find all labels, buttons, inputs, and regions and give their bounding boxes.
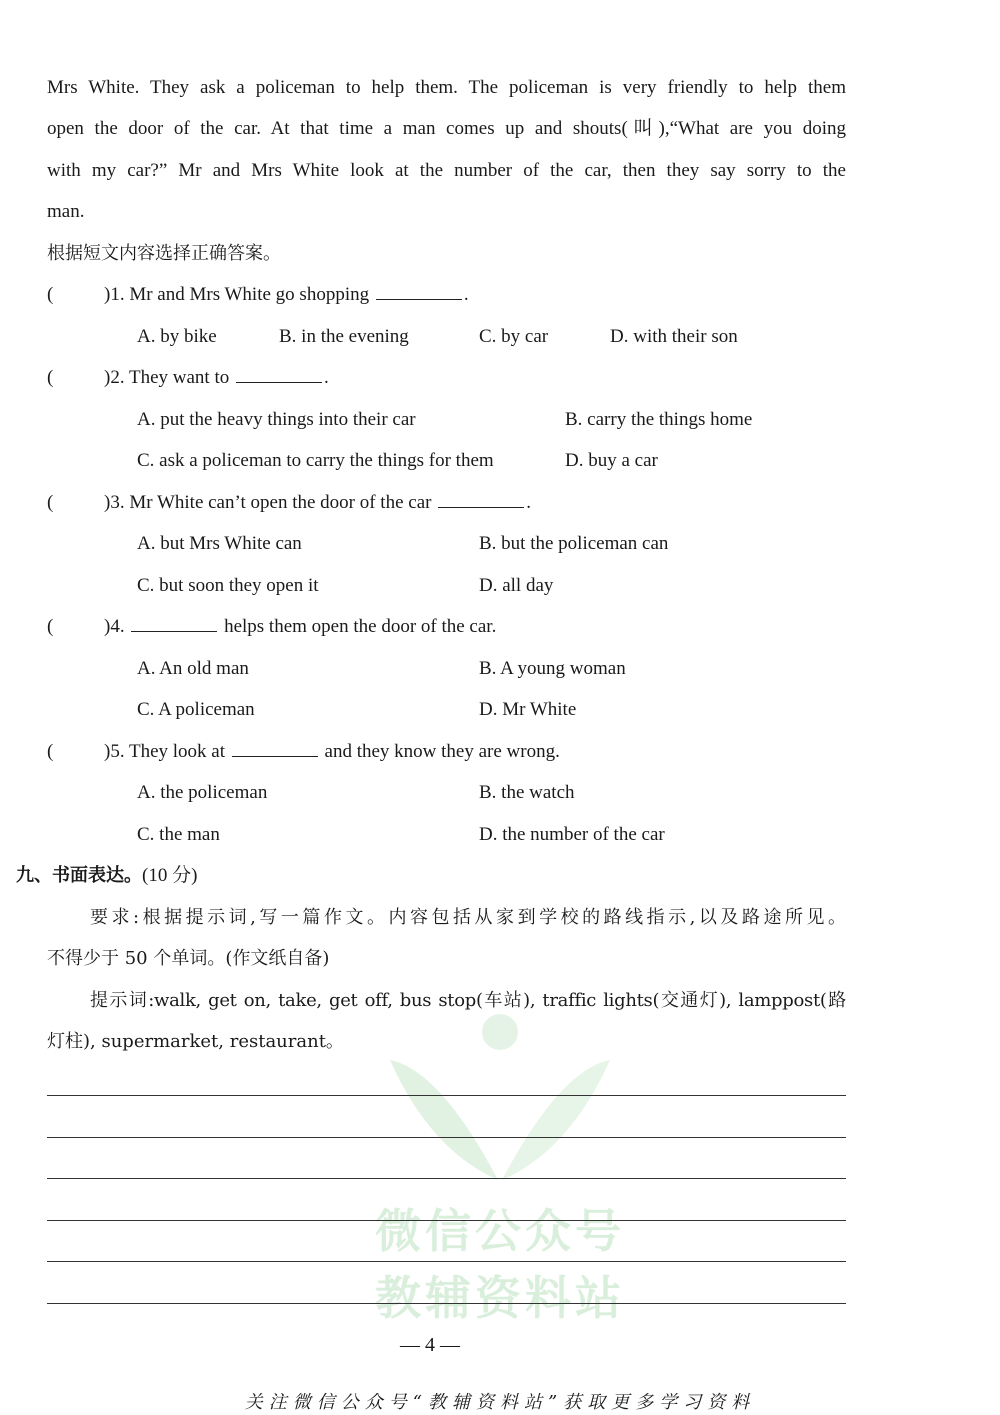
instruction: 根据短文内容选择正确答案。: [47, 243, 281, 264]
answer-blank: [438, 491, 524, 508]
section-9-heading: [16, 864, 197, 888]
option: A. the policeman: [137, 782, 268, 803]
option: D. all day: [479, 575, 554, 596]
question-text: )4.: [104, 616, 125, 637]
option: D. Mr White: [479, 699, 577, 720]
writing-line[interactable]: [47, 1220, 846, 1221]
answer-paren[interactable]: (: [47, 367, 54, 388]
requirement-line: 不得少于 50 个单词。(作文纸自备): [47, 948, 330, 969]
writing-line[interactable]: [47, 1303, 846, 1304]
option: C. the man: [137, 824, 220, 845]
option: A. but Mrs White can: [137, 533, 302, 554]
question-text: )2. They want to: [104, 367, 230, 388]
question-text: )1. Mr and Mrs White go shopping: [104, 284, 370, 305]
question-text: )5. They look at: [104, 741, 226, 762]
option: B. in the evening: [279, 326, 409, 347]
question-text: )3. Mr White can’t open the door of the car: [104, 492, 432, 513]
hint-words-line: 提示词:walk, get on, take, get off, bus stop(车站), traffic lights(交通灯), lamppost(路: [90, 990, 846, 1011]
option: D. with their son: [610, 326, 738, 347]
question-tail: helps them open the door of the car.: [224, 616, 497, 637]
option: A. by bike: [137, 326, 217, 347]
question-tail: and they know they are wrong.: [324, 741, 560, 762]
passage-line: man.: [47, 201, 85, 222]
answer-paren[interactable]: (: [47, 284, 54, 305]
answer-paren[interactable]: (: [47, 492, 54, 513]
passage-line: Mrs White. They ask a policeman to help them. The policeman is very friendly to help them: [47, 77, 846, 98]
section-score: (10 分): [142, 865, 198, 886]
section-title: 九、书面表达。: [16, 865, 142, 886]
option: C. A policeman: [137, 699, 255, 720]
question-tail: .: [463, 284, 469, 305]
option: A. An old man: [137, 658, 249, 679]
watermark-text-2: 教辅资料站: [375, 1271, 625, 1325]
option: A. put the heavy things into their car: [137, 409, 416, 430]
writing-line[interactable]: [47, 1095, 846, 1096]
answer-paren[interactable]: (: [47, 616, 54, 637]
option: B. the watch: [479, 782, 575, 803]
passage-line: with my car?” Mr and Mrs White look at the number of the car, then they say sorry to the: [47, 160, 846, 181]
option: D. the number of the car: [479, 824, 665, 845]
answer-blank: [236, 366, 322, 383]
writing-line[interactable]: [47, 1137, 846, 1138]
question-tail: .: [526, 492, 531, 513]
writing-line[interactable]: [47, 1261, 846, 1262]
option: C. but soon they open it: [137, 575, 319, 596]
answer-blank: [131, 615, 217, 632]
answer-blank: [376, 283, 462, 300]
page-number: — 4 —: [400, 1334, 460, 1356]
watermark-text-1: 微信公众号: [375, 1204, 625, 1258]
option: B. A young woman: [479, 658, 626, 679]
option: B. but the policeman can: [479, 533, 669, 554]
option: C. by car: [479, 326, 549, 347]
option: B. carry the things home: [565, 409, 753, 430]
writing-line[interactable]: [47, 1178, 846, 1179]
hint-words-line: 灯柱), supermarket, restaurant。: [47, 1031, 344, 1052]
option: C. ask a policeman to carry the things for them: [137, 450, 494, 471]
question-tail: .: [324, 367, 329, 388]
option: D. buy a car: [565, 450, 658, 471]
answer-paren[interactable]: (: [47, 741, 54, 762]
watermark-leaf-logo: [380, 1010, 620, 1190]
requirement-line: 要求:根据提示词,写一篇作文。内容包括从家到学校的路线指示,以及路途所见。: [90, 907, 846, 928]
answer-blank: [232, 740, 318, 757]
footer-note: 关注微信公众号“教辅资料站”获取更多学习资料: [244, 1392, 756, 1413]
passage-line: open the door of the car. At that time a man comes up and shouts(叫),“What are you doing: [47, 118, 846, 139]
